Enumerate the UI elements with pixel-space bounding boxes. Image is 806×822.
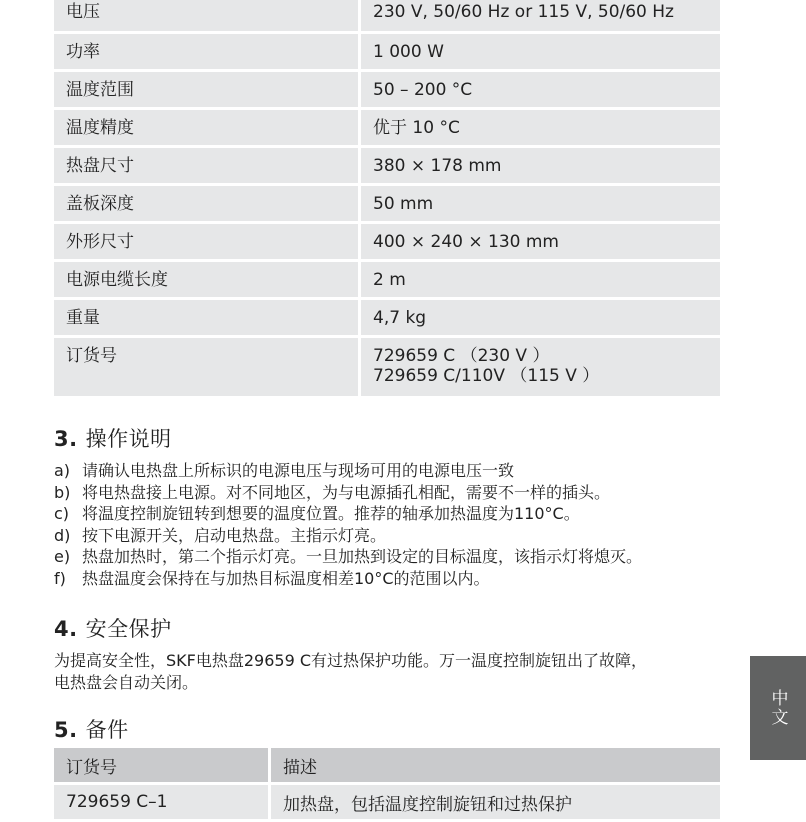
step-letter: c) [54,504,70,523]
spec-value-line: 优于 10 °C [373,118,460,138]
header-order-number: 订货号 [54,748,268,782]
spec-value [358,72,720,107]
step-letter: d) [54,525,71,545]
table-row [54,224,720,259]
spec-value-line: 4,7 kg [373,308,427,328]
table-header-row [54,748,720,782]
section-title: 安全保护 [85,617,172,641]
spec-value [358,262,720,297]
section-4-heading [54,613,172,643]
specifications-table [54,0,720,399]
spec-value-line: 400 × 240 × 130 mm [373,232,559,252]
spec-value [358,186,720,221]
spec-value-line: 50 – 200 °C [373,80,473,100]
table-row [54,262,720,297]
table-row [54,148,720,183]
spec-label: 热盘尺寸 [54,148,358,183]
spec-value [358,338,720,396]
list-item [54,546,642,568]
section-number: 5. [54,718,78,742]
spec-value-line: 729659 C/110V （115 V ） [373,366,600,386]
paragraph-line: 为提高安全性，SKF电热盘29659 C有过热保护功能。万一温度控制旋钮出了故障， [54,651,648,670]
spec-value [358,110,720,145]
list-item [54,568,642,590]
section-3-heading [54,423,172,453]
table-row [54,0,720,31]
table-row [54,785,720,819]
table-row [54,110,720,145]
operation-steps-list [54,460,642,589]
step-letter: e) [54,547,71,566]
table-row [54,300,720,335]
spec-value [358,300,720,335]
table-row [54,72,720,107]
spec-label: 功率 [54,34,358,69]
step-letter: f) [54,568,66,588]
spec-value-line: 50 mm [373,194,434,214]
spec-value [358,148,720,183]
spec-label: 外形尺寸 [54,224,358,259]
list-item [54,482,642,504]
spec-value-line: 729659 C （230 V ） [373,346,550,366]
step-text: 热盘温度会保持在与加热目标温度相差10°C的范围以内。 [82,568,490,588]
step-letter: b) [54,482,71,502]
spare-parts-table [54,745,720,822]
part-order-number: 729659 C–1 [54,785,268,819]
safety-paragraph [54,650,734,694]
table-row [54,34,720,69]
spec-label: 订货号 [54,338,358,396]
spec-value-line: 2 m [373,270,406,290]
section-5-heading [54,714,129,744]
step-text: 请确认电热盘上所标识的电源电压与现场可用的电源电压一致 [82,461,515,480]
spec-value [358,224,720,259]
list-item [54,503,642,525]
spec-value-line: 230 V, 50/60 Hz or 115 V, 50/60 Hz [373,2,674,22]
step-text: 将温度控制旋钮转到想要的温度位置。推荐的轴承加热温度为110°C。 [82,504,580,523]
paragraph-line: 电热盘会自动关闭。 [54,673,199,692]
spec-value-line: 1 000 W [373,42,444,62]
language-tab-label: 中文 [767,689,788,727]
spec-value [358,0,720,31]
spec-label: 电压 [54,0,358,31]
list-item [54,525,642,547]
section-title: 备件 [85,718,129,742]
step-text: 热盘加热时，第二个指示灯亮。一旦加热到设定的目标温度，该指示灯将熄灭。 [82,547,643,566]
section-number: 4. [54,617,78,641]
spec-label: 温度范围 [54,72,358,107]
part-description: 加热盘，包括温度控制旋钮和过热保护 [268,785,720,819]
spec-label: 电源电缆长度 [54,262,358,297]
table-row [54,338,720,396]
section-number: 3. [54,427,78,451]
list-item [54,460,642,482]
table-row [54,186,720,221]
spec-label: 重量 [54,300,358,335]
spec-label: 温度精度 [54,110,358,145]
header-description: 描述 [268,748,720,782]
spec-value [358,34,720,69]
step-text: 将电热盘接上电源。对不同地区，为与电源插孔相配，需要不一样的插头。 [82,482,611,502]
spec-value-line: 380 × 178 mm [373,156,502,176]
language-tab-button[interactable] [750,656,806,760]
step-letter: a) [54,461,71,480]
section-title: 操作说明 [85,427,172,451]
step-text: 按下电源开关，启动电热盘。主指示灯亮。 [82,525,387,545]
spec-label: 盖板深度 [54,186,358,221]
